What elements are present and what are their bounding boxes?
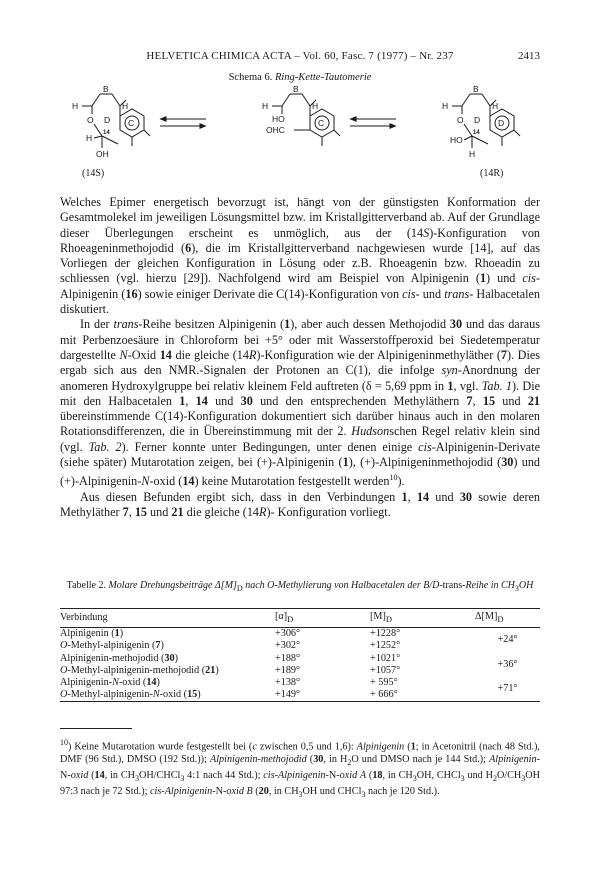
row-m: + 666° (370, 689, 475, 702)
s2-atom-ohc: OHC (266, 125, 285, 135)
s3-atom-ho: HO (450, 135, 463, 145)
table-caption: Tabelle 2. Molare Drehungsbeiträge $\Delta[M]_D$ nach O-Methylierung von Halbacetalen der B/D-trans-Reihe in $CH_3OH$ (66, 580, 534, 593)
row-m: +1021° (370, 652, 401, 664)
s2-atom-h-right: H (312, 101, 319, 111)
table-row (60, 628, 540, 641)
s2-atom-h-left: H (262, 101, 269, 111)
header-verbindung: Verbindung (60, 609, 275, 628)
s1-atom-h-left: H (72, 101, 79, 111)
equilibrium-arrow-right (350, 119, 396, 126)
s3-atom-b: B (473, 84, 479, 94)
table-header-row (60, 609, 540, 628)
rotation-table (60, 608, 540, 702)
s1-atom-b: B (103, 84, 109, 94)
row-delta: +71° (475, 677, 540, 702)
row-alpha: +138° (275, 677, 301, 689)
tautomerism-scheme (60, 84, 540, 184)
body-text (60, 195, 540, 520)
footnote-rule (60, 728, 132, 729)
s1-ring-c: C (128, 118, 135, 128)
row-m: +1057° (370, 664, 401, 676)
row-m: +1252° (370, 640, 401, 652)
s1-atom-h-c14: H (86, 133, 93, 143)
page-number: 2413 (518, 50, 540, 62)
row-delta: +36° (497, 658, 518, 670)
s3-ring-d: D (498, 118, 505, 128)
row-name: O-Methyl-alpinigenin-N-oxid (15) (60, 689, 275, 702)
s1-atom-o: O (87, 115, 94, 125)
s3-ring-d-label: D (474, 115, 481, 125)
journal-title: HELVETICA CHIMICA ACTA – Vol. 60, Fasc. 7 (1977) – Nr. 237 (146, 50, 454, 62)
s3-atom-o: O (457, 115, 464, 125)
table-row (60, 665, 540, 677)
scheme-title (60, 72, 540, 83)
row-alpha: +188° (275, 652, 301, 664)
header-m: $[M]_D$ (370, 609, 475, 628)
table-row (60, 640, 540, 652)
row-name: Alpinigenin-N-oxid (14) (60, 677, 160, 689)
paragraph-2: In der trans-Reihe besitzen Alpinigenin (1), aber auch dessen Methojodid 30 und das daraus mit Perbenzoesäure in Chloroform bei +5° oder mit Wasserstoffperoxid bei Siedetemperatur dargestellte N-Oxid 14 die gleiche (14R)-Konfiguration wie der Alpinigeninmethyläther (7). Dies ergab sich aus den NMR.-Signalen der Protonen an C(1), die infolge syn-Anordnung der anomeren Hydroxylgruppe bei relativ kleinem Feld auftreten (δ = 5,69 ppm in 1, vgl. Tab. 1). Die mit den Halbacetalen 1, 14 und 30 und den entsprechenden Methyläthern 7, 15 und 21 übereinstimmende C(14)-Konfiguration dokumentiert sich darüber hinaus auch in den molaren Rotationsdifferenzen, die in Übereinstimmung mit der 2. Hudsonschen Regel relativ klein sind (vgl. Tab. 2). Ferner konnte unter Bedingungen, unter denen einige cis-Alpinigenin-Derivate (siehe später) Mutarotation zeigen, bei (+)-Alpinigenin (1), (+)-Alpinigeninmethojodid (30) und (+)-Alpinigenin-N-oxid (14) keine Mutarotation festgestellt werden$^{10}$). (60, 317, 541, 489)
s1-atom-oh: OH (96, 149, 109, 159)
s2-atom-b: B (293, 84, 299, 94)
s1-atom-h-right: H (122, 101, 129, 111)
s1-label: (14S) (82, 168, 105, 179)
s3-label: (14R) (480, 168, 504, 179)
row-alpha: +302° (275, 640, 301, 652)
running-header (60, 50, 540, 64)
table-row (60, 689, 540, 702)
scheme-title-italic: Ring-Kette-Tautomerie (274, 72, 372, 83)
table-row (60, 653, 540, 665)
s3-atom-h-right: H (492, 101, 499, 111)
row-name: O-Methyl-alpinigenin-methojodid (21) (60, 664, 219, 676)
scheme-title-prefix: Schema 6. (228, 72, 275, 83)
paragraph-3: Aus diesen Befunden ergibt sich, dass in den Verbindungen 1, 14 und 30 sowie deren Methyläther 7, 15 und 21 die gleiche (14R)- Konfiguration vorliegt. (60, 489, 541, 519)
equilibrium-arrow-left (160, 119, 206, 126)
s2-atom-ho: HO (272, 114, 285, 124)
row-alpha: +149° (275, 689, 370, 702)
row-name: Alpinigenin-methojodid (30) (60, 652, 179, 664)
row-name: Alpinigenin (1) (60, 628, 124, 640)
header-delta: $\Delta[M]_D$ (475, 609, 540, 628)
s1-ring-d: D (104, 115, 111, 125)
s2-ring-c: C (318, 118, 325, 128)
row-m: + 595° (370, 677, 398, 689)
row-name: O-Methyl-alpinigenin (7) (60, 640, 164, 652)
row-m: +1228° (370, 628, 401, 640)
s3-atom-h-left: H (442, 101, 449, 111)
row-alpha: +189° (275, 664, 301, 676)
s3-atom-h-bottom: H (469, 149, 476, 159)
paragraph-1: Welches Epimer energetisch bevorzugt ist, hängt von der günstigsten Konformation der Gesamtmolekel im jeweiligen Lösungsmittel bzw. im Kristallgitterverband ab. Auf der Grundlage dieser Überlegungen erscheint es unmöglich, aus der (14S)-Konfiguration von Rhoeageninmethojodid (6), die im Kristallgitterverband nachgewiesen wurde [14], auf das Vorliegen der gleichen Konfiguration in Lösung oder z.B. Rhoeagenin bzw. Rhoeadin zu schliessen (vgl. hierzu [29]). Nachfolgend wird am Beispiel von Alpinigenin (1) und cis-Alpinigenin (16) sowie einiger Derivate die C(14)-Konfiguration von cis- und trans- Halbacetalen diskutiert. (60, 195, 541, 317)
header-alpha: $[\alpha]_D$ (275, 609, 370, 628)
row-alpha: +306° (275, 628, 301, 640)
footnote-10: $^{10}$) Keine Mutarotation wurde festgestellt bei (c zwischen 0,5 und 1,6): Alpinigenin (1; in Acetonitril (nach 48 Std.), DMF (96 Std.), DMSO (192 Std.)); Alpinigenin-methojodid (30, in $H_2O$ und DMSO nach je 144 Std.); Alpinigenin-N-oxid (14, in $CH_3OH/CHCl_3$ 4:1 nach 44 Std.); cis-Alpinigenin-N-oxid A (18, in $CH_3OH$, CHCl$_3$ und $H_2O/CH_3OH$ 97:3 nach je 72 Std.); cis-Alpinigenin-N-oxid B (20, in $CH_3OH$ und CHCl$_3$ nach je 120 Std.). (60, 738, 541, 800)
s1-c14-label: 14 (103, 130, 110, 136)
row-delta: +24° (497, 634, 518, 646)
table-row (60, 677, 540, 689)
s3-c14-label: 14 (473, 130, 480, 136)
